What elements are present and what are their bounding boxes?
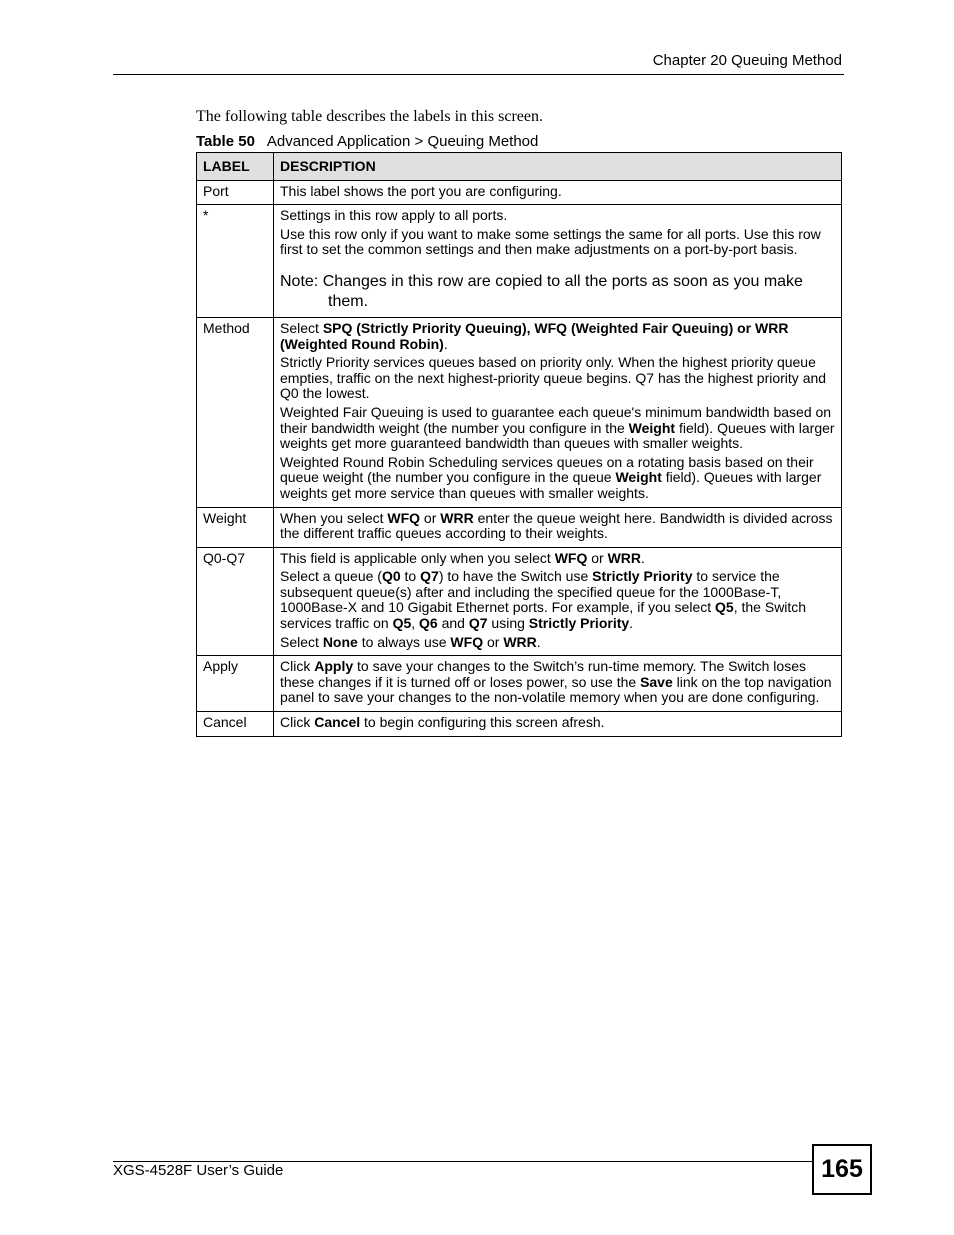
bold-term: Q5 bbox=[392, 615, 412, 632]
table-row-queues bbox=[197, 547, 842, 656]
text-run: Select bbox=[280, 319, 323, 336]
text-run: Select bbox=[280, 633, 323, 650]
bold-term: WFQ bbox=[554, 549, 588, 566]
bold-term: WRR bbox=[503, 633, 537, 650]
labels-table bbox=[196, 152, 842, 737]
text-run: . bbox=[629, 615, 634, 632]
guide-title: XGS-4528F User’s Guide bbox=[113, 1162, 284, 1179]
text-run: to service the subsequent queue(s) after and including the specified queue for the 1000Base-T, 1000Base-X and 10 Gigabit Ethernet ports. For example, if you select bbox=[280, 568, 782, 616]
text-run: or bbox=[483, 633, 504, 650]
text-run: enter the queue weight here. Bandwidth is divided across the different traffic queues according to their weights. bbox=[280, 509, 833, 542]
text-run: , the Switch services traffic on bbox=[280, 599, 807, 632]
text-run: and bbox=[437, 615, 469, 632]
text-run: to begin configuring this screen afresh. bbox=[360, 714, 605, 731]
table-header-row bbox=[197, 153, 842, 181]
bold-term: Weight bbox=[628, 419, 676, 436]
text-run: , bbox=[411, 615, 420, 632]
text-run: . bbox=[641, 549, 645, 566]
description-paragraph bbox=[280, 321, 835, 352]
description-paragraph bbox=[280, 511, 835, 542]
text-run: using bbox=[487, 615, 529, 632]
description-paragraph bbox=[280, 659, 835, 706]
row-description bbox=[274, 507, 842, 547]
description-column-header: DESCRIPTION bbox=[274, 153, 842, 181]
description-paragraph bbox=[280, 455, 835, 502]
bold-term: Q7 bbox=[420, 568, 439, 585]
text-run: When you select bbox=[280, 509, 388, 526]
description-paragraph: Use this row only if you want to make some settings the same for all ports. Use this row first to set the common settings and then make adjustments on a port-by-port basis. bbox=[280, 225, 821, 258]
description-paragraph bbox=[280, 405, 835, 452]
table-number: Table 50 bbox=[196, 133, 255, 150]
bold-term: WRR bbox=[440, 509, 474, 526]
table-row-all-ports bbox=[197, 205, 842, 318]
text-run: or bbox=[587, 549, 608, 566]
bold-term: Apply bbox=[314, 658, 354, 675]
row-label: Port bbox=[197, 180, 274, 205]
row-description bbox=[274, 205, 842, 318]
text-run: This field is applicable only when you select bbox=[280, 549, 555, 566]
text-run: Weighted Fair Queuing is used to guarantee each queue's minimum bandwidth based on their bandwidth weight (the number you configure in the bbox=[280, 403, 832, 436]
table-row-method bbox=[197, 317, 842, 507]
table-row-apply bbox=[197, 656, 842, 712]
intro-text: The following table describes the labels in this screen. bbox=[196, 108, 544, 125]
text-run: or bbox=[420, 509, 441, 526]
description-paragraph bbox=[280, 569, 835, 631]
page-number: 165 bbox=[812, 1144, 872, 1195]
bold-term: Q7 bbox=[468, 615, 488, 632]
description-paragraph bbox=[280, 635, 835, 651]
text-run: link on the top navigation panel to save your changes to the non-volatile memory when you are done configuring. bbox=[280, 673, 832, 706]
text-run: Weighted Round Robin Scheduling services queues on a rotating basis based on their queue weight (the number you configure in the queue bbox=[280, 453, 814, 486]
description-paragraph: Settings in this row apply to all ports. bbox=[280, 207, 508, 224]
text-run: . bbox=[536, 633, 541, 650]
text-run: to always use bbox=[357, 633, 451, 650]
table-row-port bbox=[197, 180, 842, 205]
text-run: . bbox=[443, 335, 448, 352]
bold-term: Weight bbox=[615, 469, 662, 486]
description-paragraph bbox=[280, 715, 835, 731]
label-column-header: LABEL bbox=[197, 153, 274, 181]
text-run: field). Queues with larger weights get more guaranteed bandwidth than queues with smaller weights. bbox=[280, 419, 835, 452]
bold-term: Save bbox=[640, 673, 673, 690]
text-run: field). Queues with larger weights get more service than queues with smaller weights. bbox=[280, 469, 822, 501]
text-run: to bbox=[400, 568, 421, 585]
row-description bbox=[274, 180, 842, 205]
table-title: Advanced Application > Queuing Method bbox=[266, 133, 539, 150]
description-paragraph bbox=[280, 551, 835, 567]
description-paragraph: This label shows the port you are configuring. bbox=[280, 182, 562, 199]
bold-term: Cancel bbox=[314, 714, 361, 731]
bold-term: Strictly Priority bbox=[528, 615, 630, 632]
bold-term: WFQ bbox=[450, 633, 484, 650]
note-text: Note: Changes in this row are copied to all the ports as soon as you make them. bbox=[280, 272, 803, 310]
row-label: Method bbox=[197, 317, 274, 507]
bold-term: Q6 bbox=[419, 615, 438, 632]
bold-term: None bbox=[322, 633, 358, 650]
row-description bbox=[274, 656, 842, 712]
bold-term: Strictly Priority bbox=[592, 568, 693, 585]
text-run: ) to have the Switch use bbox=[438, 568, 593, 585]
row-label: * bbox=[197, 205, 274, 318]
text-run: Select a queue ( bbox=[280, 568, 382, 585]
row-label: Weight bbox=[197, 507, 274, 547]
table-row-cancel bbox=[197, 712, 842, 737]
text-run: to save your changes to the Switch’s run-time memory. The Switch loses these changes if it is turned off or loses power, so use the bbox=[280, 658, 806, 690]
bold-term: Q0 bbox=[381, 568, 401, 585]
row-label: Cancel bbox=[197, 712, 274, 737]
bold-term: SPQ (Strictly Priority Queuing), WFQ (Weighted Fair Queuing) or WRR (Weighted Round Robin) bbox=[280, 319, 789, 352]
row-label: Q0-Q7 bbox=[197, 547, 274, 656]
description-paragraph: Strictly Priority services queues based on priority only. When the highest priority queue empties, traffic on the next highest-priority queue begins. Q7 has the highest priority and Q0 the lowest. bbox=[280, 354, 827, 402]
chapter-header: Chapter 20 Queuing Method bbox=[652, 52, 842, 69]
bold-term: WFQ bbox=[387, 509, 421, 526]
bold-term: WRR bbox=[607, 549, 642, 566]
table-row-weight bbox=[197, 507, 842, 547]
row-description bbox=[274, 317, 842, 507]
text-run: Click bbox=[280, 714, 315, 731]
table-caption bbox=[196, 133, 538, 150]
text-run: Click bbox=[280, 658, 315, 675]
row-label: Apply bbox=[197, 656, 274, 712]
header-rule bbox=[113, 74, 844, 75]
row-description bbox=[274, 712, 842, 737]
row-description bbox=[274, 547, 842, 656]
bold-term: Q5 bbox=[715, 599, 734, 616]
